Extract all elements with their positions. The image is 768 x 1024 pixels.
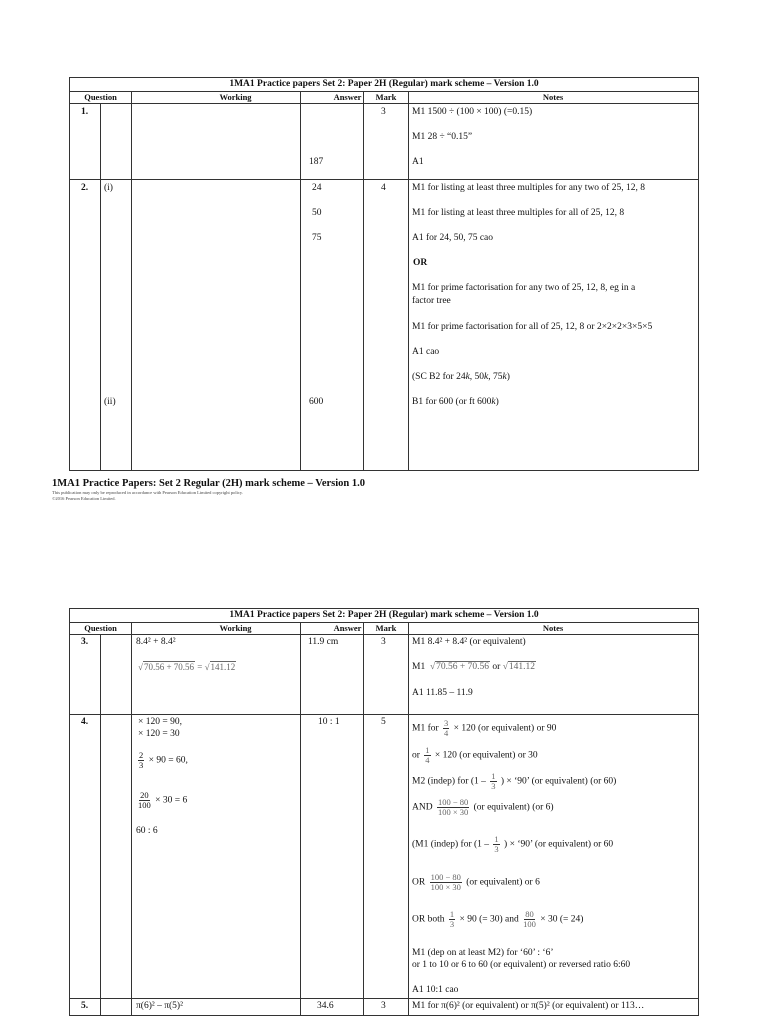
working-line: × 120 = 30 xyxy=(138,729,180,739)
note-line: OR $\frac{100 - 80}{100 \times 30}$ (or equivalent) or 6 xyxy=(412,872,540,892)
note-line: A1 cao xyxy=(412,347,440,357)
working-line: π(6)² – π(5)² xyxy=(136,1001,183,1011)
note-line: A1 for 24, 50, 75 cao xyxy=(412,233,493,243)
footer-copyright: ©2016 Pearson Education Limited. xyxy=(52,496,116,501)
table-header xyxy=(70,623,698,635)
working-line: $\frac{2}{3}$ × 90 = 60, xyxy=(139,750,188,770)
note-line: factor tree xyxy=(412,296,451,306)
working-sqrt: √70.56 + 70.56 = √141.12 xyxy=(138,662,236,672)
table-row-q4 xyxy=(70,715,698,999)
note-line: M1 for $\frac{3}{4}$ × 120 (or equivalent) or 90 xyxy=(412,718,557,738)
note-line: (SC B2 for 24k, 50k, 75k) xyxy=(412,372,510,382)
answer-value: 11.9 cm xyxy=(308,637,339,647)
mark-value: 3 xyxy=(381,637,386,647)
note-line: M1 for prime factorisation for any two of 25, 12, 8, eg in a xyxy=(412,283,636,293)
answer-value: 75 xyxy=(312,233,322,243)
note-line: A1 10:1 cao xyxy=(412,985,459,995)
header-question: Question xyxy=(84,623,117,633)
part-label: (ii) xyxy=(104,397,116,407)
answer-value: 50 xyxy=(312,208,322,218)
part-label: (i) xyxy=(104,183,113,193)
table-row-q3 xyxy=(70,635,698,715)
header-answer: Answer xyxy=(333,92,362,102)
mark-scheme-table-1 xyxy=(69,77,699,471)
note-line: A1 11.85 – 11.9 xyxy=(412,688,473,698)
header-answer: Answer xyxy=(333,623,362,633)
note-line: OR both $\frac{1}{3}$ × 90 (= 30) and $\frac{80}{100}$ × 30 (= 24) xyxy=(412,909,584,929)
note-line: M1 8.4² + 8.4² (or equivalent) xyxy=(412,637,526,647)
question-number: 4. xyxy=(81,717,89,727)
note-line: AND $\frac{100 - 80}{100 \times 30}$ (or equivalent) (or 6) xyxy=(412,797,554,817)
question-number: 1. xyxy=(81,107,89,117)
note-line: (M1 (indep) for (1 – $\frac{1}{3}$ ) × ‘90’ (or equivalent) or 60 xyxy=(412,834,614,854)
table-row-q5 xyxy=(70,999,698,1015)
header-question: Question xyxy=(84,92,117,102)
working-line: 60 : 6 xyxy=(136,826,158,836)
note-line: M1 for prime factorisation for all of 25, 12, 8 or 2×2×2×3×5×5 xyxy=(412,322,653,332)
mark-value: 4 xyxy=(381,183,386,193)
note-line: M1 for listing at least three multiples for all of 25, 12, 8 xyxy=(412,208,625,218)
note-line: M1 28 ÷ “0.15” xyxy=(412,132,473,142)
note-line: B1 for 600 (or ft 600k) xyxy=(412,397,499,407)
working-line: × 120 = 90, xyxy=(138,717,182,727)
note-line: M1 for listing at least three multiples for any two of 25, 12, 8 xyxy=(412,183,645,193)
mark-value: 3 xyxy=(381,107,386,117)
header-working: Working xyxy=(219,623,252,633)
answer-value: 10 : 1 xyxy=(318,717,340,727)
note-line: M2 (indep) for (1 – $\frac{1}{3}$ ) × ‘90’ (or equivalent) (or 60) xyxy=(412,771,617,791)
header-notes: Notes xyxy=(542,92,564,102)
note-line: M1 (dep on at least M2) for ‘60’ : ‘6’ xyxy=(412,948,554,958)
question-number: 5. xyxy=(81,1001,89,1011)
table-row-q2 xyxy=(70,180,698,470)
note-line: or $\frac{1}{4}$ × 120 (or equivalent) or 30 xyxy=(412,745,538,765)
table-row-q1 xyxy=(70,104,698,180)
question-number: 3. xyxy=(81,637,89,647)
answer-value: 187 xyxy=(309,157,324,167)
answer-value: 34.6 xyxy=(317,1001,334,1011)
working-line: $\frac{20}{100}$ × 30 = 6 xyxy=(138,790,188,810)
note-line: M1 1500 ÷ (100 × 100) (=0.15) xyxy=(412,107,533,117)
mark-value: 3 xyxy=(381,1001,386,1011)
note-line: M1 for π(6)² (or equivalent) or π(5)² (or equivalent) or 113… xyxy=(412,1001,645,1011)
header-mark: Mark xyxy=(375,92,397,102)
note-line: M1 √70.56 + 70.56 or √141.12 xyxy=(412,662,536,672)
table-header xyxy=(70,92,698,104)
mark-scheme-table-2 xyxy=(69,608,699,1016)
answer-value: 600 xyxy=(309,397,324,407)
header-mark: Mark xyxy=(375,623,397,633)
footer-title: 1MA1 Practice Papers: Set 2 Regular (2H) mark scheme – Version 1.0 xyxy=(52,478,365,489)
table-title: 1MA1 Practice papers Set 2: Paper 2H (Regular) mark scheme – Version 1.0 xyxy=(70,78,698,92)
note-line: or 1 to 10 or 6 to 60 (or equivalent) or reversed ratio 6:60 xyxy=(412,960,631,970)
footer-copyright-policy: This publication may only be reproduced in accordance with Pearson Education Limited copyright policy. xyxy=(52,490,243,495)
header-notes: Notes xyxy=(542,623,564,633)
note-or: OR xyxy=(413,258,428,268)
header-working: Working xyxy=(219,92,252,102)
table-title: 1MA1 Practice papers Set 2: Paper 2H (Regular) mark scheme – Version 1.0 xyxy=(70,609,698,623)
answer-value: 24 xyxy=(312,183,322,193)
working-line: 8.4² + 8.4² xyxy=(136,637,176,647)
note-line: A1 xyxy=(412,157,424,167)
question-number: 2. xyxy=(81,183,89,193)
mark-value: 5 xyxy=(381,717,386,727)
